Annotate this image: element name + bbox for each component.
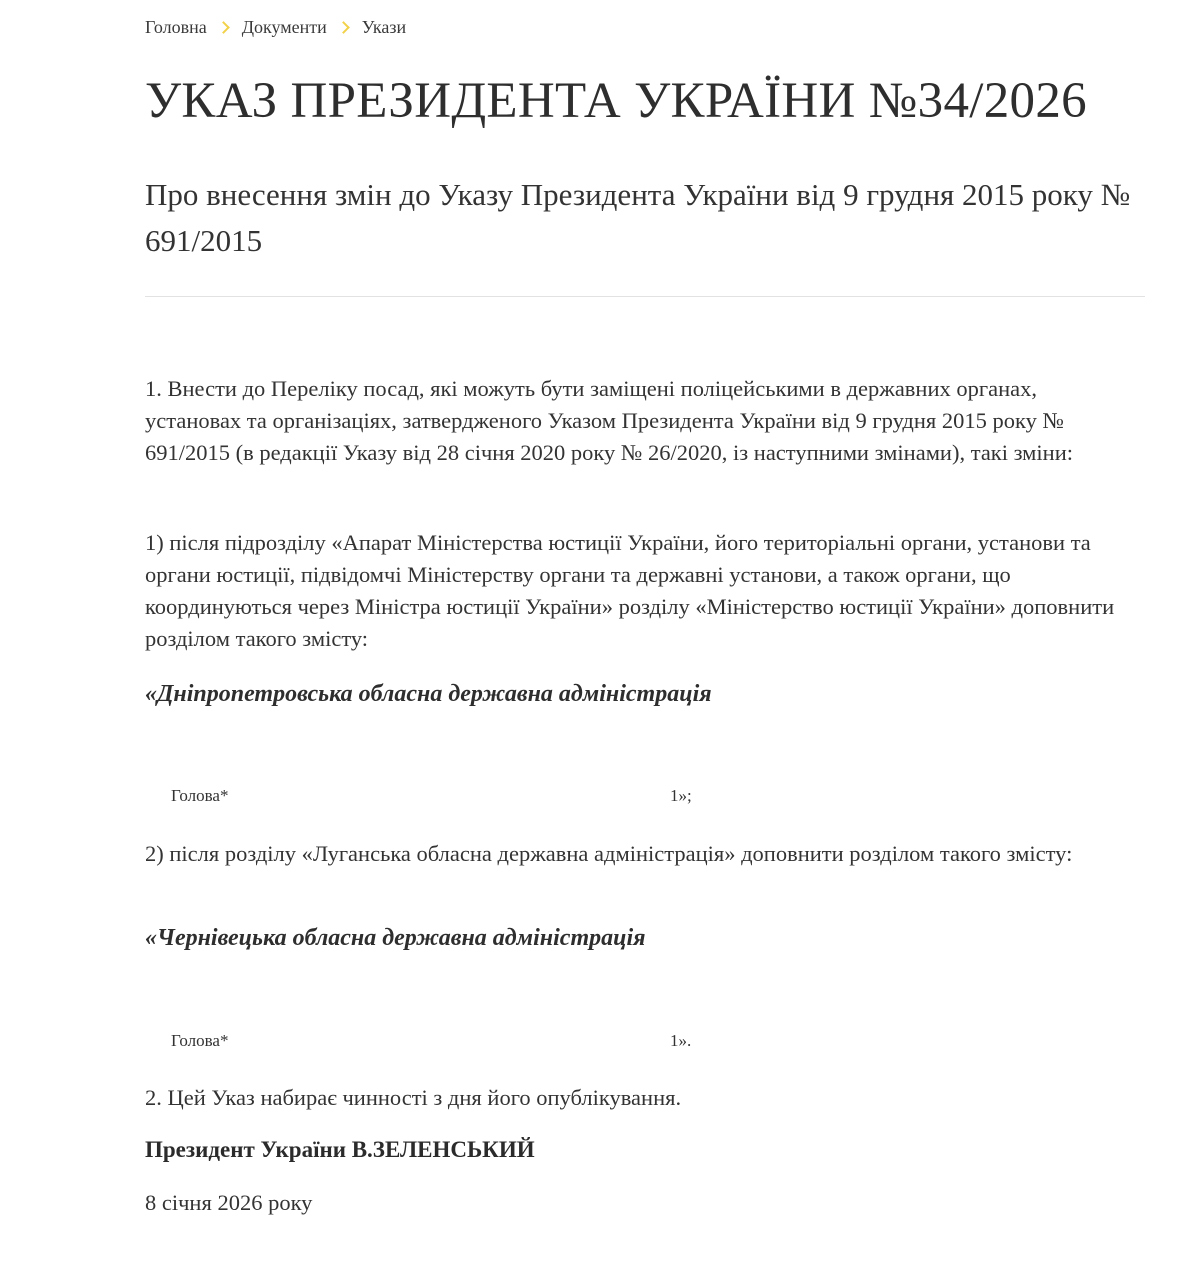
section-heading-dnipropetrovsk: «Дніпропетровська обласна державна адміністрація (145, 681, 712, 707)
document-subtitle: Про внесення змін до Указу Президента України від 9 грудня 2015 року № 691/2015 (145, 177, 1131, 258)
signature: Президент України В.ЗЕЛЕНСЬКИЙ (145, 1137, 535, 1162)
table-row (171, 1030, 771, 1052)
breadcrumb (145, 17, 406, 38)
chevron-right-icon (337, 21, 350, 34)
position-cell: Голова* (171, 786, 229, 805)
divider (145, 296, 1145, 297)
breadcrumb-link-documents[interactable]: Документи (241, 17, 327, 37)
paragraph-2: 2. Цей Указ набирає чинності з дня його опублікування. (145, 1085, 682, 1110)
position-cell: Голова* (171, 1031, 229, 1050)
paragraph-1-subitem-1: 1) після підрозділу «Апарат Міністерства юстиції України, його територіальні органи, установи та органи юстиції, підвідомчі Міністерству органи та державні установи, а також органи, що координуються через Міністра юстиції України» розділу «Міністерство юстиції України» доповнити розділом такого змісту: (145, 530, 1115, 651)
document-date: 8 січня 2026 року (145, 1190, 313, 1215)
chevron-right-icon (217, 21, 230, 34)
paragraph-1-subitem-2: 2) після розділу «Луганська обласна державна адміністрація» доповнити розділом такого змісту: (145, 841, 1073, 866)
page-title: УКАЗ ПРЕЗИДЕНТА УКРАЇНИ №34/2026 (145, 73, 1087, 129)
paragraph-1: 1. Внести до Переліку посад, які можуть бути заміщені поліцейськими в державних органах, установах та організаціях, затвердженого Указом Президента України від 9 грудня 2015 року № 691/2015 (в редакції Указу від 28 січня 2020 року № 26/2020, із наступними змінами), такі зміни: (145, 376, 1074, 465)
count-cell: 1»; (670, 786, 692, 805)
section-heading-chernivtsi: «Чернівецька обласна державна адміністрація (145, 925, 646, 951)
breadcrumb-link-decrees[interactable]: Укази (361, 17, 407, 37)
breadcrumb-link-home[interactable]: Головна (145, 17, 207, 37)
table-row (171, 785, 771, 807)
count-cell: 1». (670, 1031, 692, 1050)
